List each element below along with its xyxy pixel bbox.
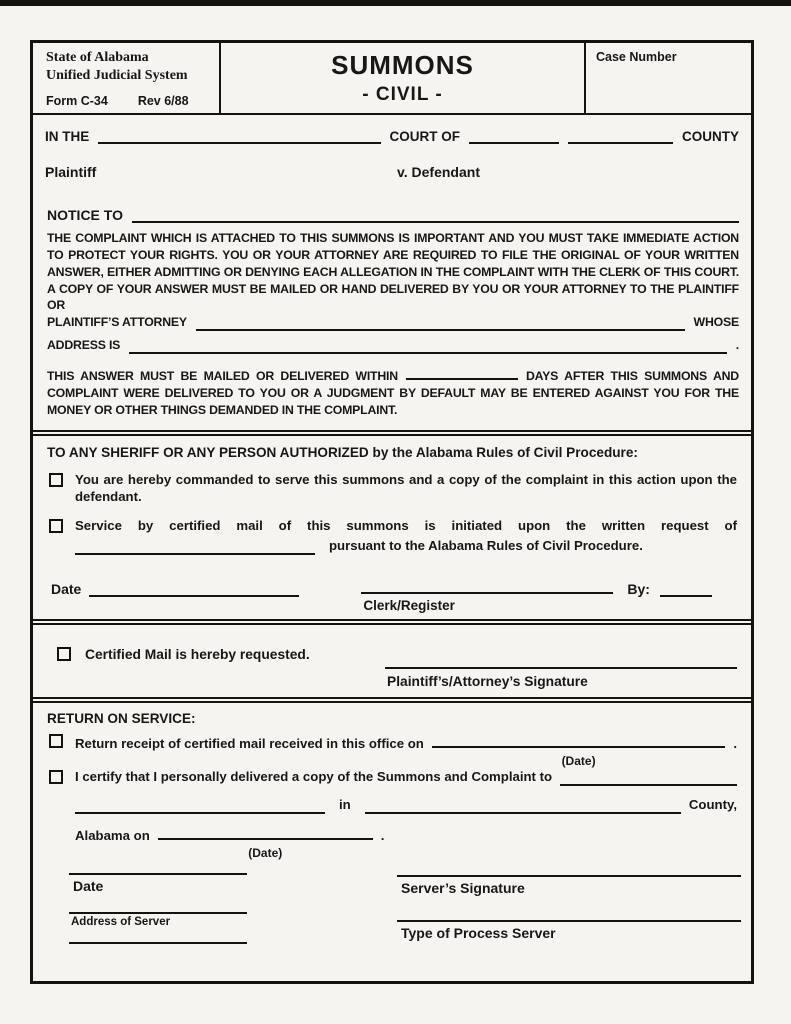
return-receipt-row [75, 733, 737, 768]
blank-clerk-signature[interactable] [361, 579, 613, 594]
serve-summons-text: You are hereby commanded to serve this summons and a copy of the complaint in this action upon the defendant. [75, 472, 737, 505]
plaintiff-label: Plaintiff [45, 164, 97, 180]
delivery-date-col [158, 825, 373, 860]
alabama-on-row [75, 825, 737, 860]
section-divider [33, 430, 751, 436]
form-subtitle: - CIVIL - [362, 84, 443, 105]
return-on-service-heading: RETURN ON SERVICE: [47, 711, 196, 726]
case-number-cell[interactable] [584, 43, 751, 113]
certified-mail-service-item [49, 518, 737, 555]
checkbox-return-receipt[interactable] [49, 734, 63, 748]
blank-county-2[interactable] [568, 129, 673, 144]
personal-delivery-text: I certify that I personally delivered a copy of the Summons and Complaint to [75, 768, 553, 784]
within-text: THIS ANSWER MUST BE MAILED OR DELIVERED WITHIN [47, 368, 398, 383]
county-label: COUNTY [682, 129, 739, 144]
request-of-row [75, 538, 737, 555]
serve-summons-item [49, 472, 737, 506]
blank-receipt-date[interactable] [432, 733, 726, 748]
blank-server-address-2[interactable] [69, 942, 247, 944]
case-number-label: Case Number [596, 50, 677, 64]
summons-civil-form [30, 40, 754, 984]
date-hint: (Date) [248, 845, 283, 860]
days-text: DAYS AFTER THIS SUMMONS AND COMPLAINT WERE DELIVERED TO YOU OR A JUDGMENT BY DEFAULT MAY BE ENTERED AGAINST YOU FOR THE MONEY OR OTHER THINGS DEMANDED IN THE COMPLAINT. [47, 368, 739, 417]
in-label: in [339, 796, 351, 812]
blank-notice-to[interactable] [132, 208, 739, 223]
return-receipt-item [49, 733, 737, 768]
blank-attorney-address[interactable] [129, 339, 727, 354]
plaintiff-attorney-signature-label: Plaintiff’s/Attorney’s Signature [387, 674, 588, 689]
spacer [69, 928, 247, 942]
blank-court-name[interactable] [98, 129, 380, 144]
sheriff-heading: TO ANY SHERIFF OR ANY PERSON AUTHORIZED by the Alabama Rules of Civil Procedure: [47, 445, 638, 461]
spacer [397, 896, 741, 920]
court-row [45, 129, 739, 144]
notice-to-row [47, 207, 739, 223]
notice-to-label: NOTICE TO [47, 207, 123, 223]
pursuant-text: pursuant to the Alabama Rules of Civil Procedure. [329, 538, 643, 554]
checkbox-certified-mail-requested[interactable] [57, 647, 71, 661]
blank-delivered-to-2[interactable] [75, 799, 325, 814]
certified-mail-requested-row [57, 647, 737, 689]
blank-attorney-name[interactable] [196, 316, 685, 331]
delivery-period: . [380, 827, 385, 843]
plaintiffs-attorney-label: PLAINTIFF’S ATTORNEY [47, 315, 187, 330]
clerk-signature-col [361, 579, 613, 613]
checkbox-certified-mail-service[interactable] [49, 519, 63, 533]
receipt-period: . [733, 736, 737, 751]
server-date-label: Date [73, 877, 104, 894]
certified-service-text: Service by certified mail of this summons is initiated upon the written request of [75, 518, 737, 534]
delivered-to-row [75, 769, 737, 786]
scan-edge-artifact [0, 0, 791, 6]
party-row [45, 164, 739, 181]
address-of-server-label: Address of Server [71, 915, 171, 928]
clerk-register-label: Clerk/Register [363, 598, 455, 613]
form-revision: Rev 6/88 [137, 94, 189, 108]
address-is-label: ADDRESS IS [47, 338, 121, 353]
blank-server-address[interactable] [69, 912, 247, 914]
blank-delivery-county[interactable] [365, 799, 681, 814]
blank-server-signature[interactable] [397, 875, 741, 877]
title-cell [221, 43, 584, 113]
server-signature-block [33, 873, 751, 999]
receipt-date-col [432, 733, 726, 768]
section-divider [33, 697, 751, 703]
county-word-label: County, [688, 796, 737, 812]
certified-mail-requested-text: Certified Mail is hereby requested. [85, 647, 310, 662]
court-of-label: COURT OF [389, 129, 460, 144]
agency-line-1: State of Alabama [46, 50, 149, 65]
blank-requesting-party[interactable] [75, 540, 315, 555]
in-the-label: IN THE [45, 129, 90, 144]
answer-deadline-paragraph [47, 368, 739, 419]
spacer [69, 894, 247, 912]
type-of-process-server-label: Type of Process Server [401, 924, 556, 941]
personal-delivery-item [49, 768, 737, 860]
address-row [47, 337, 739, 354]
checkbox-personal-delivery[interactable] [49, 770, 63, 784]
form-header [33, 43, 751, 115]
blank-issue-date[interactable] [89, 582, 299, 597]
form-number-row [46, 94, 211, 108]
attorney-row [47, 314, 739, 331]
blank-delivery-date[interactable] [158, 825, 373, 840]
alabama-on-label: Alabama on [75, 827, 150, 843]
address-period: . [735, 338, 739, 353]
delivered-in-row [75, 797, 737, 814]
form-title: SUMMONS [331, 50, 474, 80]
blank-delivered-to[interactable] [560, 771, 737, 786]
blank-county-1[interactable] [469, 129, 559, 144]
blank-by[interactable] [660, 582, 712, 597]
blank-plaintiff-attorney-signature[interactable] [385, 654, 737, 669]
date-label: Date [51, 581, 82, 597]
clerk-date-row [51, 579, 735, 613]
whose-label: WHOSE [693, 315, 739, 330]
server-left-column [69, 873, 247, 944]
blank-days[interactable] [406, 369, 518, 380]
form-number: Form C-34 [46, 94, 108, 108]
blank-process-server-type[interactable] [397, 920, 741, 922]
server-right-column [397, 875, 741, 941]
agency-line-2: Unified Judicial System [46, 68, 188, 84]
return-receipt-text: Return receipt of certified mail received in this office on [75, 736, 424, 751]
defendant-label: v. Defendant [397, 164, 480, 180]
by-label: By: [627, 581, 650, 597]
blank-server-date[interactable] [69, 873, 247, 875]
section-divider [33, 619, 751, 625]
checkbox-serve-summons[interactable] [49, 473, 63, 487]
plaintiff-signature-col [385, 647, 737, 689]
server-signature-label: Server’s Signature [401, 879, 525, 896]
agency-cell [33, 43, 221, 113]
agency-name [46, 49, 211, 85]
date-hint: (Date) [561, 753, 596, 768]
notice-paragraph: THE COMPLAINT WHICH IS ATTACHED TO THIS SUMMONS IS IMPORTANT AND YOU MUST TAKE IMMEDIATE ACTION TO PROTECT YOUR RIGHTS. YOU OR YOUR ATTORNEY ARE REQUIRED TO FILE THE ORIGINAL OF YOUR WRITTEN ANSWER, EITHER ADMITTING OR DENYING EACH ALLEGATION IN THE COMPLAINT WITH THE CLERK OF THIS COURT. A COPY OF YOUR ANSWER MUST BE MAILED OR HAND DELIVERED BY YOU OR YOUR ATTORNEY TO THE PLAINTIFF OR [47, 231, 739, 313]
